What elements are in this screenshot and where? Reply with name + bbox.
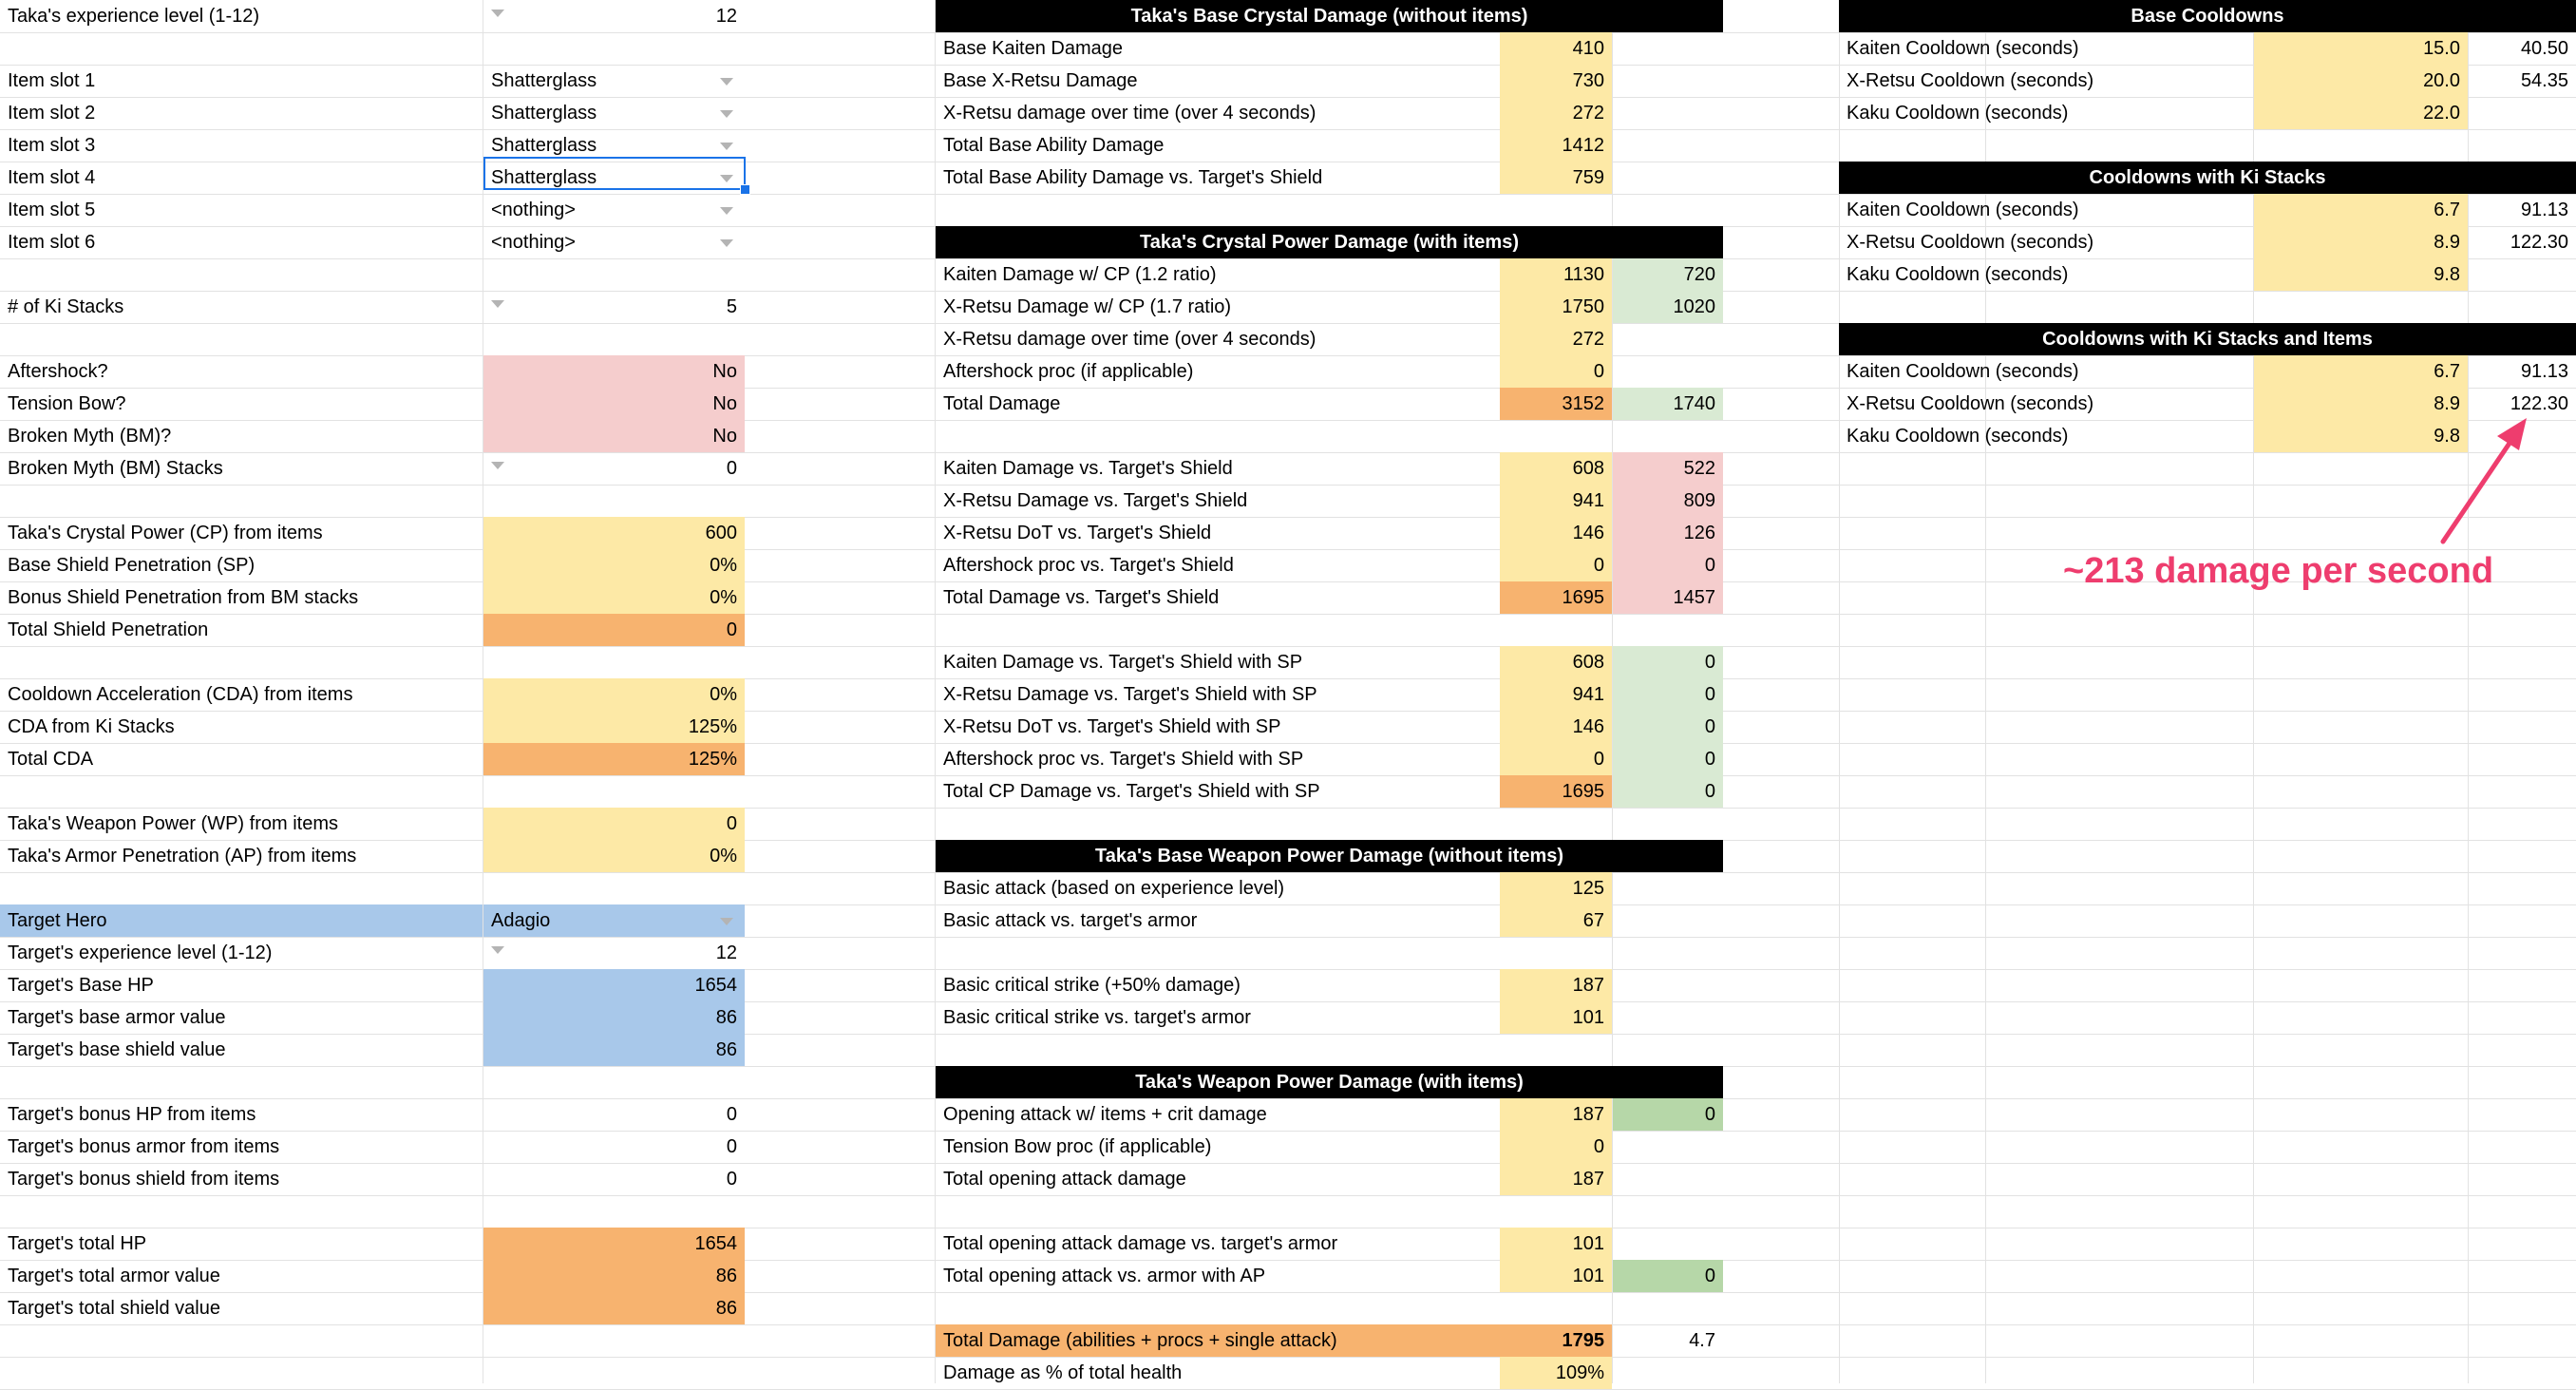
item-dropdown[interactable]: <nothing> [491, 232, 576, 253]
row-label: Base Kaiten Damage [943, 38, 1124, 59]
value-cell[interactable]: 608 [1500, 452, 1612, 485]
value-cell[interactable]: 109% [1500, 1357, 1612, 1389]
item-dropdown[interactable]: Shatterglass [491, 135, 597, 156]
value-cell[interactable]: 15.0 [2254, 32, 2468, 65]
value-cell[interactable]: No [483, 420, 745, 452]
value-cell[interactable]: 146 [1500, 517, 1612, 549]
value-cell[interactable]: 941 [1500, 485, 1612, 517]
row-label: Target's bonus HP from items [8, 1104, 256, 1125]
row-label: X-Retsu damage over time (over 4 seconds) [943, 329, 1316, 350]
row-label: Taka's experience level (1-12) [8, 6, 260, 27]
row-label: Total opening attack damage [943, 1169, 1186, 1190]
value-cell[interactable]: 1795 [1500, 1324, 1612, 1357]
value-cell[interactable]: 0% [483, 840, 745, 872]
row-label: CDA from Ki Stacks [8, 716, 175, 737]
row-label: Opening attack w/ items + crit damage [943, 1104, 1267, 1125]
row-label: Basic attack vs. target's armor [943, 910, 1198, 931]
value-cell[interactable]: 146 [1500, 711, 1612, 743]
row-label: X-Retsu Damage vs. Target's Shield with SP [943, 684, 1317, 705]
value-cell[interactable]: 0 [1613, 549, 1723, 581]
value-cell[interactable]: 809 [1613, 485, 1723, 517]
row-label: Cooldown Acceleration (CDA) from items [8, 684, 353, 705]
row-label: Aftershock proc vs. Target's Shield with SP [943, 749, 1304, 770]
row-label: Target's bonus shield from items [8, 1169, 280, 1190]
item-dropdown[interactable]: Shatterglass [491, 167, 597, 188]
value-cell[interactable]: 4.7 [1689, 1330, 1715, 1351]
row-label: Kaku Cooldown (seconds) [1847, 103, 2069, 124]
row-label: Broken Myth (BM) Stacks [8, 458, 223, 479]
value-cell[interactable]: 8.9 [2254, 388, 2468, 420]
value-cell[interactable]: 0 [726, 1169, 737, 1190]
value-cell[interactable]: 101 [1500, 1260, 1612, 1292]
value-cell[interactable]: 608 [1500, 646, 1612, 678]
row-label: Total opening attack vs. armor with AP [943, 1266, 1266, 1286]
row-label: Total opening attack damage vs. target's armor [943, 1233, 1338, 1254]
row-label: Total Damage vs. Target's Shield [943, 587, 1220, 608]
row-label: Item slot 2 [8, 103, 96, 124]
value-cell[interactable]: 86 [483, 1292, 745, 1324]
row-label: Kaiten Damage vs. Target's Shield [943, 458, 1233, 479]
value-cell[interactable]: 101 [1500, 1001, 1612, 1034]
value-cell[interactable]: 1695 [1500, 581, 1612, 614]
row-label: Target's total shield value [8, 1298, 220, 1319]
row-label: Target's base shield value [8, 1039, 226, 1060]
value-cell[interactable]: 1654 [483, 969, 745, 1001]
section-header: Cooldowns with Ki Stacks and Items [1839, 323, 2576, 355]
row-label: Target's total HP [8, 1233, 147, 1254]
row-label: X-Retsu DoT vs. Target's Shield with SP [943, 716, 1281, 737]
value-cell[interactable]: 187 [1500, 1098, 1612, 1131]
value-cell[interactable]: 1654 [483, 1228, 745, 1260]
value-cell[interactable]: 0 [1613, 711, 1723, 743]
value-cell[interactable]: 86 [483, 1001, 745, 1034]
value-cell[interactable]: 125 [1500, 872, 1612, 904]
value-cell[interactable]: 0 [483, 614, 745, 646]
row-label: Aftershock? [8, 361, 108, 382]
row-label: X-Retsu Cooldown (seconds) [1847, 393, 2094, 414]
row-label: Kaiten Damage w/ CP (1.2 ratio) [943, 264, 1217, 285]
value-cell[interactable]: 122.30 [2510, 232, 2568, 253]
row-label: Item slot 3 [8, 135, 96, 156]
value-cell[interactable]: 9.8 [2254, 420, 2468, 452]
value-cell[interactable]: 0 [1500, 355, 1612, 388]
row-label: Item slot 5 [8, 200, 96, 220]
section-header: Taka's Base Weapon Power Damage (without items) [936, 840, 1723, 872]
value-cell[interactable]: 86 [483, 1034, 745, 1066]
value-dropdown[interactable]: 0 [726, 458, 737, 479]
row-label: Damage as % of total health [943, 1362, 1183, 1383]
value-cell[interactable]: 0 [726, 1136, 737, 1157]
row-label: Aftershock proc vs. Target's Shield [943, 555, 1234, 576]
row-label: Tension Bow proc (if applicable) [943, 1136, 1212, 1157]
annotation-text: ~213 damage per second [2063, 551, 2494, 591]
row-label: X-Retsu DoT vs. Target's Shield [943, 523, 1212, 543]
row-label: Taka's Crystal Power (CP) from items [8, 523, 323, 543]
row-label: Broken Myth (BM)? [8, 426, 172, 447]
value-cell[interactable]: 0% [483, 549, 745, 581]
value-cell[interactable]: 1750 [1500, 291, 1612, 323]
value-dropdown[interactable]: 12 [715, 6, 737, 27]
section-header: Cooldowns with Ki Stacks [1839, 162, 2576, 194]
value-cell[interactable]: 522 [1613, 452, 1723, 485]
row-label: Item slot 1 [8, 70, 96, 91]
row-label: Kaku Cooldown (seconds) [1847, 264, 2069, 285]
value-cell[interactable]: 187 [1500, 969, 1612, 1001]
value-cell[interactable]: 40.50 [2520, 38, 2568, 59]
value-cell[interactable]: 1695 [1500, 775, 1612, 808]
value-cell[interactable]: 1740 [1613, 388, 1723, 420]
value-cell[interactable]: 86 [483, 1260, 745, 1292]
row-label: Target's base armor value [8, 1007, 226, 1028]
value-cell[interactable]: 0% [483, 678, 745, 711]
value-cell[interactable]: 272 [1500, 323, 1612, 355]
value-cell[interactable]: 122.30 [2510, 393, 2568, 414]
row-label: Total Base Ability Damage vs. Target's Shield [943, 167, 1323, 188]
row-label: Item slot 4 [8, 167, 96, 188]
value-cell[interactable]: 720 [1613, 258, 1723, 291]
value-cell[interactable]: 6.7 [2254, 194, 2468, 226]
value-cell[interactable]: 8.9 [2254, 226, 2468, 258]
value-cell[interactable]: 0 [483, 808, 745, 840]
row-label: X-Retsu Damage w/ CP (1.7 ratio) [943, 296, 1232, 317]
value-cell[interactable]: 125% [483, 711, 745, 743]
value-cell[interactable]: 1412 [1500, 129, 1612, 162]
value-cell[interactable]: 0 [1613, 1260, 1723, 1292]
value-cell[interactable]: 0% [483, 581, 745, 614]
value-cell[interactable]: 1020 [1613, 291, 1723, 323]
value-cell[interactable]: 0 [1500, 549, 1612, 581]
item-dropdown[interactable]: Adagio [483, 904, 745, 937]
value-cell[interactable]: 22.0 [2254, 97, 2468, 129]
row-label: Target's Base HP [8, 975, 154, 996]
value-cell[interactable]: 101 [1500, 1228, 1612, 1260]
row-label: Base Shield Penetration (SP) [8, 555, 256, 576]
section-header: Taka's Crystal Power Damage (with items) [936, 226, 1723, 258]
value-cell[interactable]: 759 [1500, 162, 1612, 194]
row-label: Total Damage [943, 393, 1061, 414]
value-cell[interactable]: 91.13 [2520, 361, 2568, 382]
row-label: # of Ki Stacks [8, 296, 124, 317]
row-label: Total CDA [8, 749, 94, 770]
row-label: Item slot 6 [8, 232, 96, 253]
row-label: Basic critical strike (+50% damage) [943, 975, 1241, 996]
value-dropdown[interactable]: 5 [726, 296, 737, 317]
value-cell[interactable]: 9.8 [2254, 258, 2468, 291]
row-label: Total CP Damage vs. Target's Shield with SP [943, 781, 1320, 802]
section-header: Taka's Weapon Power Damage (with items) [936, 1066, 1723, 1098]
value-cell[interactable]: 0 [726, 1104, 737, 1125]
row-label: Total Shield Penetration [8, 619, 209, 640]
row-label: Base X-Retsu Damage [943, 70, 1138, 91]
row-label: Basic critical strike vs. target's armor [943, 1007, 1251, 1028]
item-dropdown[interactable]: Shatterglass [491, 103, 597, 124]
value-cell[interactable]: 0 [1613, 1098, 1723, 1131]
item-dropdown[interactable]: <nothing> [491, 200, 576, 220]
value-cell[interactable]: 272 [1500, 97, 1612, 129]
row-label: Target's total armor value [8, 1266, 220, 1286]
row-label: Kaiten Cooldown (seconds) [1847, 200, 2079, 220]
value-cell[interactable]: 0 [1500, 743, 1612, 775]
value-cell[interactable]: 91.13 [2520, 200, 2568, 220]
value-cell[interactable]: 410 [1500, 32, 1612, 65]
value-cell[interactable]: 6.7 [2254, 355, 2468, 388]
row-label: Bonus Shield Penetration from BM stacks [8, 587, 359, 608]
row-label: Tension Bow? [8, 393, 126, 414]
value-cell[interactable]: 187 [1500, 1163, 1612, 1195]
value-cell[interactable]: 3152 [1500, 388, 1612, 420]
value-cell[interactable]: 125% [483, 743, 745, 775]
row-label: Taka's Armor Penetration (AP) from items [8, 846, 357, 866]
value-cell[interactable]: 54.35 [2520, 70, 2568, 91]
value-dropdown[interactable]: 12 [715, 943, 737, 963]
section-header: Taka's Base Crystal Damage (without items) [936, 0, 1723, 32]
row-label: Target Hero [0, 904, 483, 937]
value-cell[interactable]: 600 [483, 517, 745, 549]
row-label: Kaku Cooldown (seconds) [1847, 426, 2069, 447]
row-label: Target's bonus armor from items [8, 1136, 280, 1157]
value-cell[interactable]: 1130 [1500, 258, 1612, 291]
row-label: Kaiten Cooldown (seconds) [1847, 361, 2079, 382]
row-label: Aftershock proc (if applicable) [943, 361, 1194, 382]
value-cell[interactable]: 0 [1613, 743, 1723, 775]
section-header: Base Cooldowns [1839, 0, 2576, 32]
value-cell[interactable]: No [483, 388, 745, 420]
row-label: Target's experience level (1-12) [8, 943, 273, 963]
value-cell[interactable]: 126 [1613, 517, 1723, 549]
value-cell[interactable]: 0 [1500, 1131, 1612, 1163]
row-label: Taka's Weapon Power (WP) from items [8, 813, 338, 834]
row-label: Total Base Ability Damage [943, 135, 1165, 156]
row-label: X-Retsu Cooldown (seconds) [1847, 232, 2094, 253]
row-label: Basic attack (based on experience level) [943, 878, 1285, 899]
value-cell[interactable]: 20.0 [2254, 65, 2468, 97]
row-label: X-Retsu Cooldown (seconds) [1847, 70, 2094, 91]
value-cell[interactable]: 0 [1613, 678, 1723, 711]
row-label: Kaiten Damage vs. Target's Shield with SP [943, 652, 1303, 673]
value-cell[interactable]: 1457 [1613, 581, 1723, 614]
value-cell[interactable]: No [483, 355, 745, 388]
value-cell[interactable]: 67 [1500, 904, 1612, 937]
value-cell[interactable]: 941 [1500, 678, 1612, 711]
item-dropdown[interactable]: Shatterglass [491, 70, 597, 91]
row-label: Kaiten Cooldown (seconds) [1847, 38, 2079, 59]
value-cell[interactable]: 0 [1613, 775, 1723, 808]
row-label: X-Retsu Damage vs. Target's Shield [943, 490, 1248, 511]
value-cell[interactable]: 730 [1500, 65, 1612, 97]
row-label: X-Retsu damage over time (over 4 seconds) [943, 103, 1316, 124]
value-cell[interactable]: 0 [1613, 646, 1723, 678]
row-label: Total Damage (abilities + procs + single attack) [936, 1324, 1500, 1357]
